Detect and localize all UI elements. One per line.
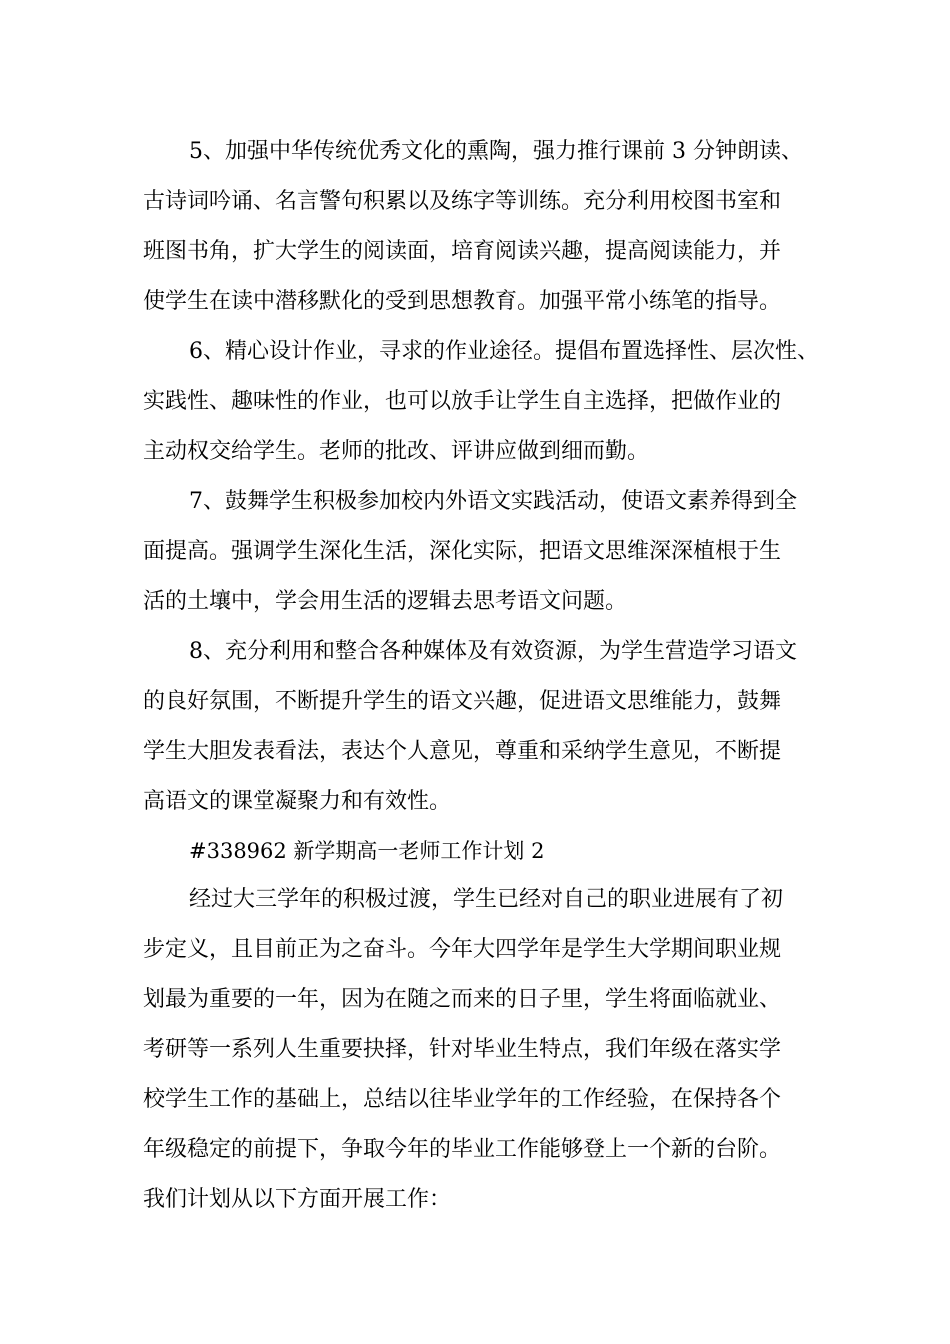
- intro-paragraph-line-3: 划最为重要的一年，因为在随之而来的日子里，学生将面临就业、: [143, 987, 782, 1012]
- intro-paragraph-line-1: 经过大三学年的积极过渡，学生已经对自己的职业进展有了初: [189, 887, 784, 912]
- paragraph-8-line-3: 学生大胆发表看法，表达个人意见，尊重和采纳学生意见，不断提: [143, 739, 782, 764]
- paragraph-6-line-2: 实践性、趣味性的作业，也可以放手让学生自主选择，把做作业的: [143, 389, 782, 414]
- paragraph-8-line-1: 8、充分利用和整合各种媒体及有效资源，为学生营造学习语文: [189, 639, 797, 664]
- paragraph-5-line-4: 使学生在读中潜移默化的受到思想教育。加强平常小练笔的指导。: [143, 289, 782, 314]
- paragraph-5-line-3: 班图书角，扩大学生的阅读面，培育阅读兴趣，提高阅读能力，并: [143, 239, 782, 264]
- section-heading: #338962 新学期高一老师工作计划 2: [189, 839, 545, 863]
- paragraph-8-line-4: 高语文的课堂凝聚力和有效性。: [143, 789, 452, 814]
- paragraph-7-line-2: 面提高。强调学生深化生活，深化实际，把语文思维深深植根于生: [143, 539, 782, 564]
- intro-paragraph-line-2: 步定义，且目前正为之奋斗。今年大四学年是学生大学期间职业规: [143, 937, 782, 962]
- intro-paragraph-line-5: 校学生工作的基础上，总结以往毕业学年的工作经验，在保持各个: [143, 1087, 782, 1112]
- paragraph-6-line-1: 6、精心设计作业，寻求的作业途径。提倡布置选择性、层次性、: [189, 339, 819, 364]
- paragraph-7-line-3: 活的土壤中，学会用生活的逻辑去思考语文问题。: [143, 589, 628, 614]
- paragraph-5-line-2: 古诗词吟诵、名言警句积累以及练字等训练。充分利用校图书室和: [143, 189, 782, 214]
- paragraph-8-line-2: 的良好氛围，不断提升学生的语文兴趣，促进语文思维能力，鼓舞: [143, 689, 782, 714]
- intro-paragraph-line-6: 年级稳定的前提下，争取今年的毕业工作能够登上一个新的台阶。: [143, 1137, 782, 1162]
- paragraph-5-line-1: 5、加强中华传统优秀文化的熏陶，强力推行课前 3 分钟朗读、: [189, 139, 803, 164]
- paragraph-6-line-3: 主动权交给学生。老师的批改、评讲应做到细而勤。: [143, 439, 650, 464]
- intro-paragraph-line-7: 我们计划从以下方面开展工作：: [143, 1187, 452, 1212]
- intro-paragraph-line-4: 考研等一系列人生重要抉择，针对毕业生特点，我们年级在落实学: [143, 1037, 782, 1062]
- paragraph-7-line-1: 7、鼓舞学生积极参加校内外语文实践活动，使语文素养得到全: [189, 489, 797, 514]
